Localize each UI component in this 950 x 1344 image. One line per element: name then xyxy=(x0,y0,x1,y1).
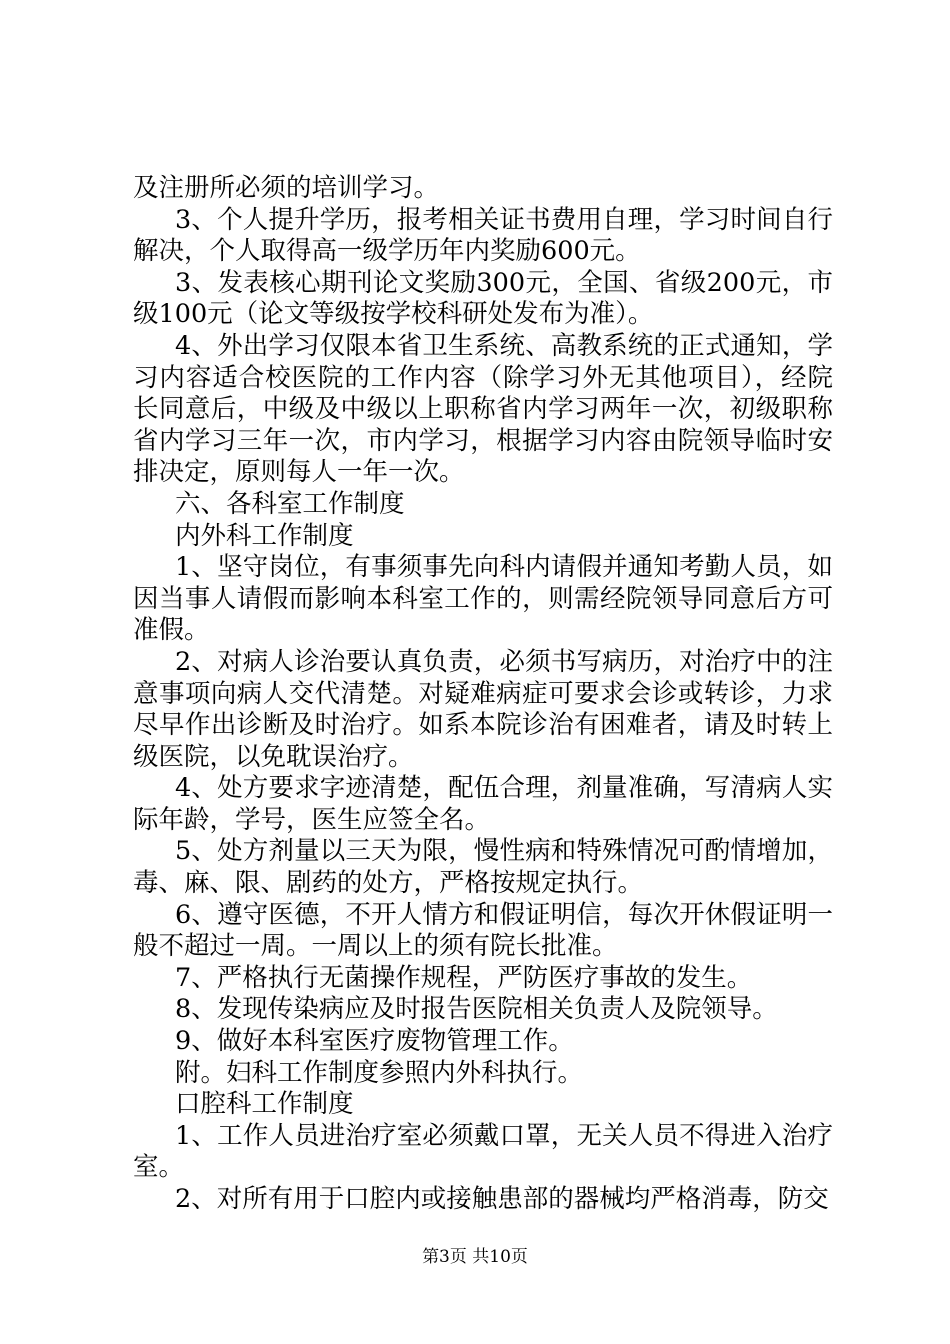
paragraph: 4、处方要求字迹清楚，配伍合理，剂量准确，写清病人实际年龄，学号，医生应签全名。 xyxy=(133,773,833,835)
paragraph: 3、个人提升学历，报考相关证书费用自理，学习时间自行解决，个人取得高一级学历年内奖励600元。 xyxy=(133,204,833,267)
paragraph: 6、遵守医德，不开人情方和假证明信，每次开休假证明一般不超过一周。一周以上的须有院长批准。 xyxy=(133,899,833,962)
paragraph: 5、处方剂量以三天为限，慢性病和特殊情况可酌情增加，毒、麻、限、剧药的处方，严格按规定执行。 xyxy=(133,836,833,899)
paragraph: 1、坚守岗位，有事须事先向科内请假并通知考勤人员，如因当事人请假而影响本科室工作的，则需经院领导同意后方可准假。 xyxy=(133,552,833,646)
paragraph: 2、对病人诊治要认真负责，必须书写病历，对治疗中的注意事项向病人交代清楚。对疑难病症可要求会诊或转诊，力求尽早作出诊断及时治疗。如系本院诊治有困难者，请及时转上级医院，以免耽误治疗。 xyxy=(133,646,833,772)
paragraph: 及注册所必须的培训学习。 xyxy=(133,173,440,203)
paragraph: 1、工作人员进治疗室必须戴口罩，无关人员不得进入治疗室。 xyxy=(133,1120,833,1183)
document-body xyxy=(133,173,833,1216)
paragraph: 7、严格执行无菌操作规程，严防医疗事故的发生。 xyxy=(175,962,753,993)
subsection-heading: 内外科工作制度 xyxy=(175,520,354,551)
paragraph: 4、外出学习仅限本省卫生系统、高教系统的正式通知，学习内容适合校医院的工作内容（除学习外无其他项目），经院长同意后，中级及中级以上职称省内学习两年一次，初级职称省内学习三年一次，市内学习，根据学习内容由院领导临时安排决定，原则每人一年一次。 xyxy=(133,330,833,488)
paragraph: 附。妇科工作制度参照内外科执行。 xyxy=(175,1057,584,1088)
paragraph: 3、发表核心期刊论文奖励300元，全国、省级200元，市级100元（论文等级按学校科研处发布为准）。 xyxy=(133,267,833,330)
paragraph: 9、做好本科室医疗废物管理工作。 xyxy=(175,1026,574,1057)
subsection-heading: 口腔科工作制度 xyxy=(175,1089,354,1120)
paragraph: 8、发现传染病应及时报告医院相关负责人及院领导。 xyxy=(175,994,778,1025)
section-heading: 六、各科室工作制度 xyxy=(175,488,405,519)
paragraph: 2、对所有用于口腔内或接触患部的器械均严格消毒，防交 xyxy=(175,1184,829,1214)
page-number-footer: 第3页 共10页 xyxy=(422,1247,528,1267)
